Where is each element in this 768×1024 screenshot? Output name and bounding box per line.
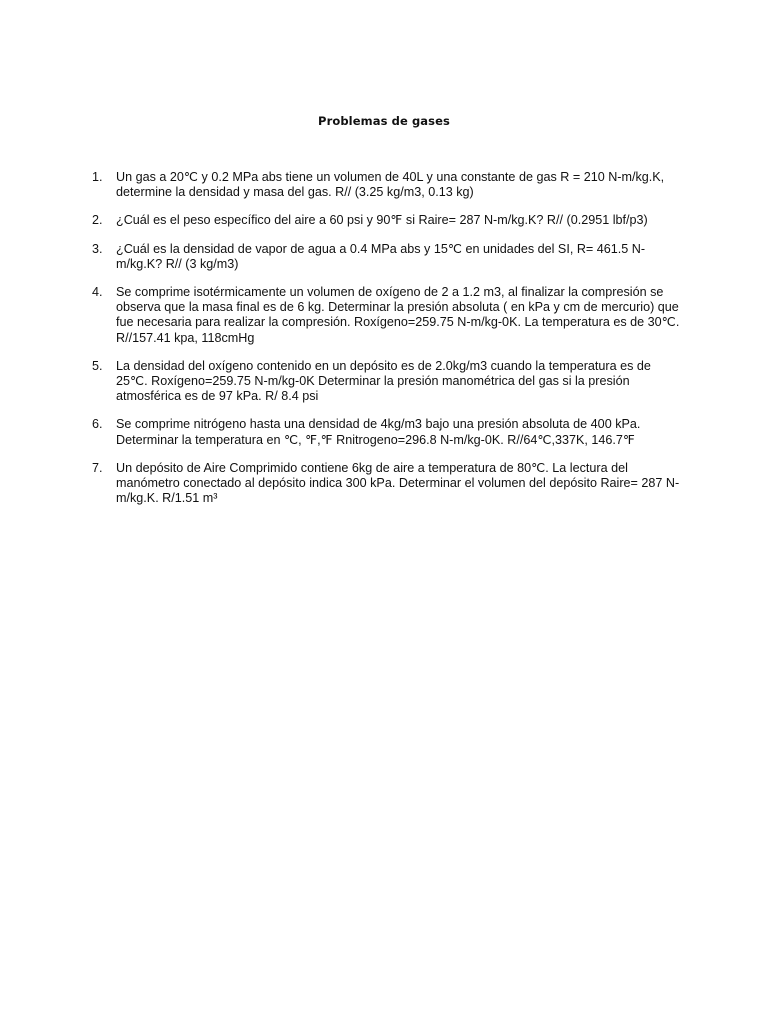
list-item-number: 6.	[92, 417, 103, 432]
list-item	[92, 285, 682, 346]
list-item	[92, 242, 682, 272]
list-item-number: 5.	[92, 358, 103, 373]
list-item-number: 1.	[92, 170, 103, 184]
list-item-text: Se comprime nitrógeno hasta una densidad de 4kg/m3 bajo una presión absoluta de 400 kPa. Determinar la temperatura en ℃, ℉,℉ Rnitrogeno=296.8 N-m/kg-0K. R//64℃,337K, 146.7℉	[116, 417, 641, 447]
list-item-text: ¿Cuál es el peso específico del aire a 60 psi y 90℉ si Raire= 287 N-m/kg.K? R// (0.2951 lbf/p3)	[116, 213, 648, 228]
list-item-text: Un gas a 20℃ y 0.2 MPa abs tiene un volumen de 40L y una constante de gas R = 210 N-m/kg.K, determine la densidad y masa del gas. R// (3.25 kg/m3, 0.13 kg)	[116, 170, 665, 200]
list-item	[92, 359, 682, 405]
list-item-text: ¿Cuál es la densidad de vapor de agua a 0.4 MPa abs y 15℃ en unidades del SI, R= 461.5 N-m/kg.K? R// (3 kg/m3)	[116, 241, 646, 271]
list-item-number: 2.	[92, 213, 103, 228]
list-item	[92, 170, 682, 200]
list-item	[92, 213, 682, 228]
list-item-number: 3.	[92, 241, 103, 256]
list-item-number: 7.	[92, 460, 103, 475]
list-item	[92, 461, 682, 507]
list-item	[92, 417, 682, 447]
list-item-text: Se comprime isotérmicamente un volumen de oxígeno de 2 a 1.2 m3, al finalizar la compresión se observa que la masa final es de 6 kg. Determinar la presión absoluta ( en kPa y cm de mercurio) que fue necesaria para realizar la compresión. Roxígeno=259.75 N-m/kg-0K. La temperatura es de 30℃. R//157.41 kpa, 118cmHg	[116, 285, 680, 345]
page-title: Problemas de gases	[318, 114, 450, 128]
list-item-number: 4.	[92, 285, 103, 300]
list-item-text: La densidad del oxígeno contenido en un depósito es de 2.0kg/m3 cuando la temperatura es de 25℃. Roxígeno=259.75 N-m/kg-0K Determinar la presión manométrica del gas si la presión atmosférica es de 97 kPa. R/ 8.4 psi	[116, 358, 651, 404]
list-item-text: Un depósito de Aire Comprimido contiene 6kg de aire a temperatura de 80℃. La lectura del manómetro conectado al depósito indica 300 kPa. Determinar el volumen del depósito Raire= 287 N-m/kg.K. R/1.51 m³	[116, 460, 680, 506]
problem-list	[92, 170, 682, 519]
